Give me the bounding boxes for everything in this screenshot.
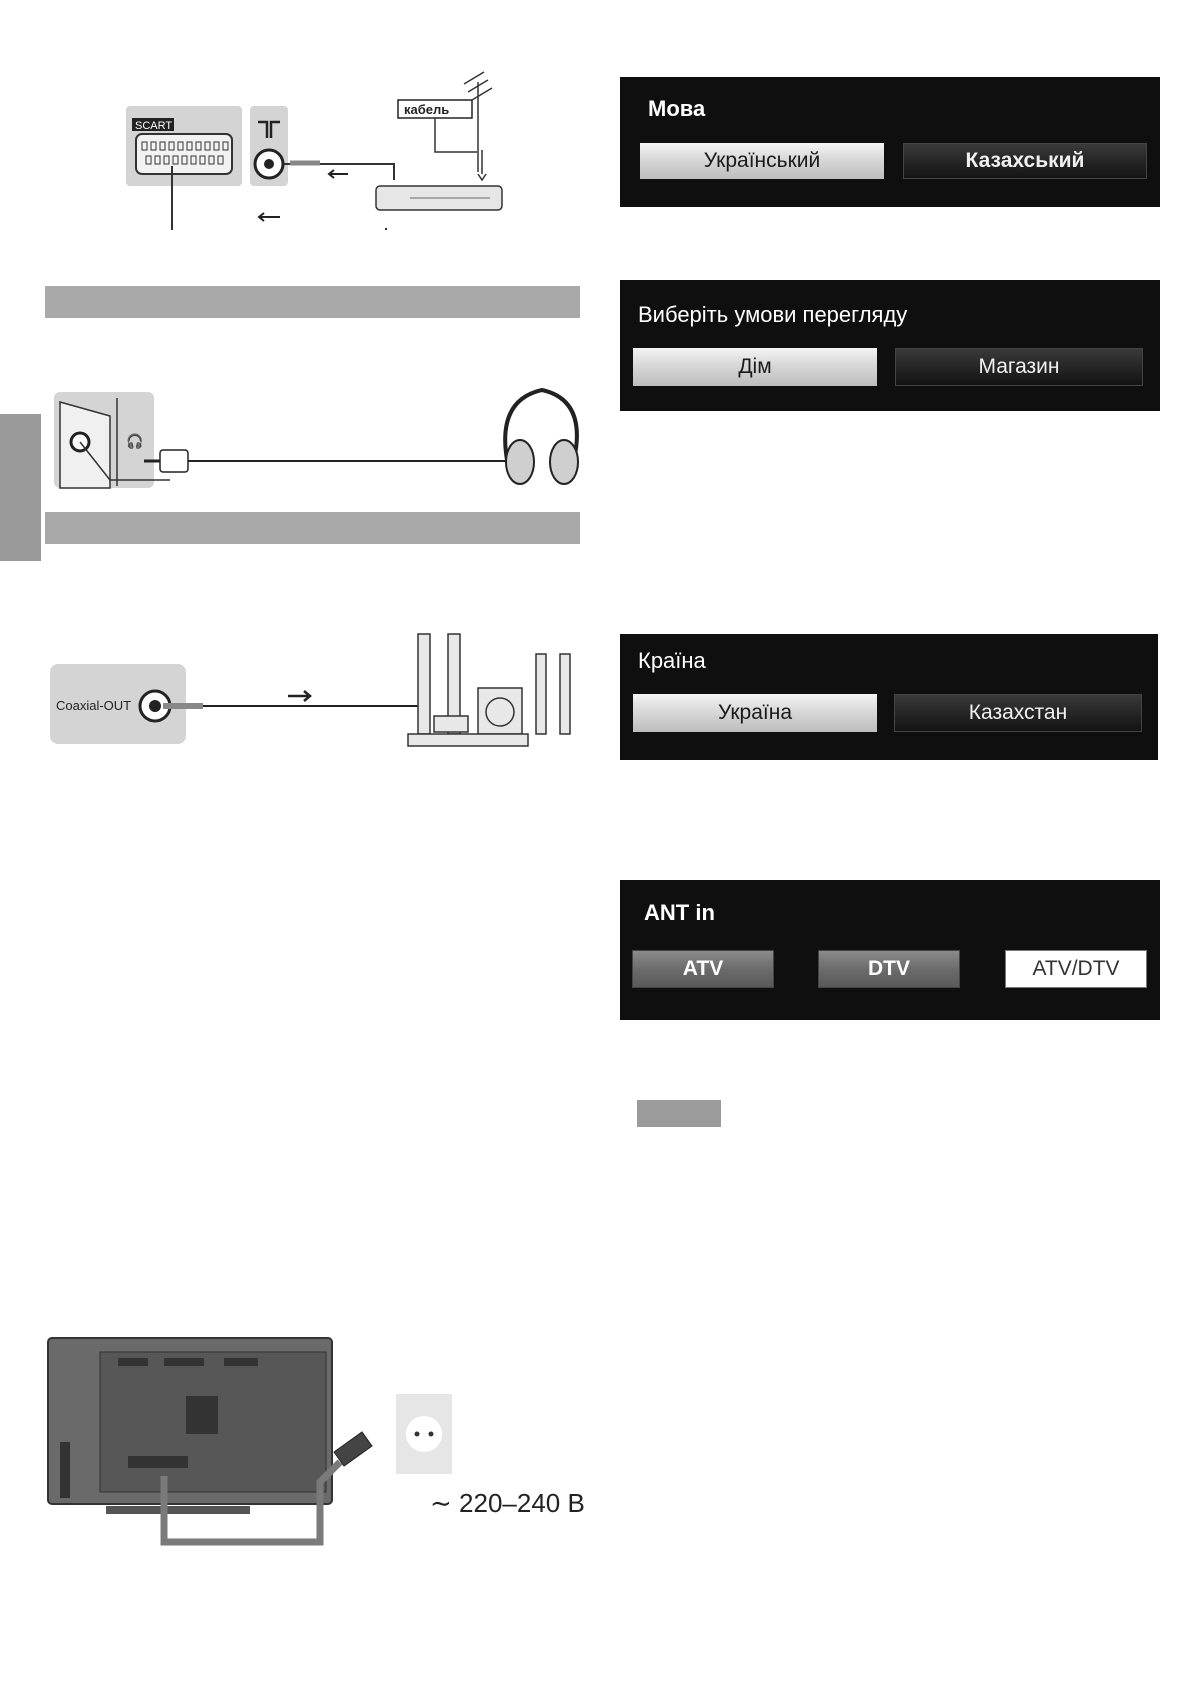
option-kazakhstan-button[interactable]: Казахстан	[894, 694, 1142, 732]
voltage-label	[430, 1488, 585, 1519]
jack-plug-icon	[160, 450, 188, 472]
note-chip	[637, 1100, 721, 1127]
arrow-down-icon	[478, 82, 486, 180]
home-theater-icon	[408, 634, 570, 746]
option-home-button[interactable]: Дім	[633, 348, 877, 386]
headphone-symbol-icon: 🎧	[126, 433, 144, 449]
option-ukrainian-button[interactable]: Український	[640, 143, 884, 179]
scart-connection-diagram	[120, 70, 520, 230]
section-bar-coaxial	[45, 512, 580, 544]
osd-title: Мова	[648, 96, 706, 121]
osd-language-panel	[620, 77, 1160, 207]
headphones-connection-diagram	[52, 380, 582, 495]
option-ukraine-button[interactable]: Україна	[633, 694, 877, 732]
osd-title: Країна	[638, 648, 706, 673]
option-atv-button[interactable]: ATV	[632, 950, 774, 988]
coaxial-port-label: Coaxial-OUT	[56, 698, 132, 713]
tv-power-connection-diagram	[44, 1334, 464, 1554]
coaxial-connection-diagram	[48, 628, 588, 773]
option-atv-dtv-button[interactable]: ATV/DTV	[1005, 950, 1147, 988]
scart-label: SCART	[135, 120, 173, 132]
side-tab	[0, 414, 41, 561]
osd-title: Виберіть умови перегляду	[638, 302, 908, 327]
scart-socket-icon	[136, 134, 232, 174]
section-bar-headphones	[45, 286, 580, 318]
cable-label: кабель	[404, 102, 450, 117]
option-kazakh-button[interactable]: Казахський	[903, 143, 1147, 179]
option-store-button[interactable]: Магазин	[895, 348, 1143, 386]
arrow-left-icon	[329, 170, 348, 178]
ac-wave-icon: ∼	[430, 1488, 452, 1518]
power-plug-icon	[334, 1432, 372, 1466]
arrow-left-icon	[259, 213, 280, 221]
arrow-right-icon	[288, 691, 310, 701]
osd-country-panel	[620, 634, 1158, 760]
osd-antenna-panel	[620, 880, 1160, 1020]
osd-title: ANT in	[644, 900, 715, 925]
voltage-text: 220–240 В	[459, 1488, 585, 1518]
option-dtv-button[interactable]: DTV	[818, 950, 960, 988]
aerial-icon	[464, 72, 492, 100]
osd-viewing-mode-panel	[620, 280, 1160, 411]
